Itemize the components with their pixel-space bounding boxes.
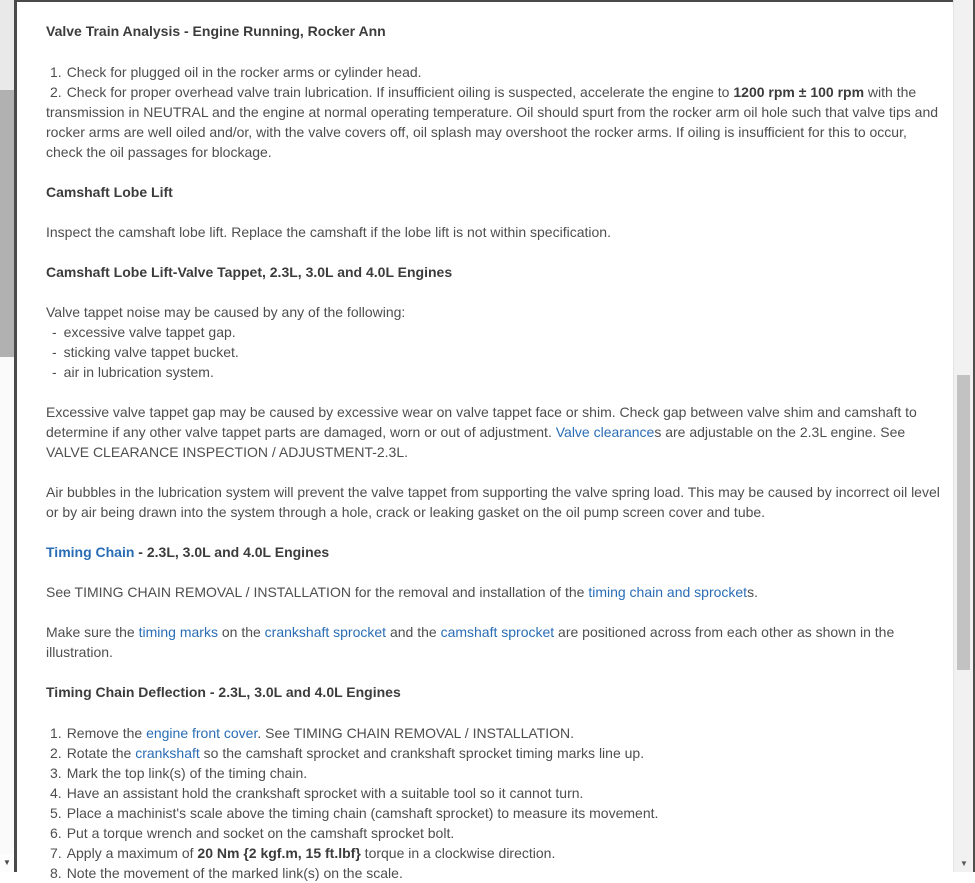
numbered-item bbox=[46, 723, 946, 743]
left-scrollbar[interactable] bbox=[0, 0, 14, 872]
text-run: on the bbox=[217, 624, 265, 640]
section-heading bbox=[46, 21, 946, 41]
left-scroll-down-button[interactable] bbox=[0, 854, 14, 872]
item-number: 2. bbox=[50, 745, 62, 761]
paragraph bbox=[46, 302, 946, 322]
numbered-list bbox=[46, 723, 946, 883]
item-number: 5. bbox=[50, 805, 62, 821]
paragraph bbox=[46, 222, 946, 242]
text-run: excessive valve tappet gap. bbox=[63, 324, 236, 340]
scroll-down-arrow-icon: ▼ bbox=[960, 859, 968, 868]
paragraph bbox=[46, 402, 946, 462]
text-run: See TIMING CHAIN REMOVAL / INSTALLATION for the removal and installation of the bbox=[46, 584, 589, 600]
text-run: Rotate the bbox=[66, 745, 136, 761]
numbered-item bbox=[46, 743, 946, 763]
text-run: Camshaft Lobe Lift-Valve Tappet, 2.3L, 3.0L and 4.0L Engines bbox=[46, 264, 453, 280]
text-run: . See TIMING CHAIN REMOVAL / INSTALLATION. bbox=[257, 725, 574, 741]
scroll-down-arrow-icon: ▼ bbox=[3, 858, 11, 867]
numbered-item bbox=[46, 823, 946, 843]
right-scroll-down-button[interactable] bbox=[954, 856, 974, 872]
paragraph bbox=[46, 622, 946, 662]
dash-bullet-icon: - bbox=[52, 364, 57, 380]
numbered-item bbox=[46, 763, 946, 783]
inline-link[interactable]: timing marks bbox=[138, 624, 218, 640]
numbered-item bbox=[46, 62, 946, 82]
numbered-list bbox=[46, 62, 946, 162]
text-run: - 2.3L, 3.0L and 4.0L Engines bbox=[134, 544, 330, 560]
right-scrollbar[interactable] bbox=[953, 0, 973, 872]
section-heading bbox=[46, 182, 946, 202]
text-run: Mark the top link(s) of the timing chain. bbox=[66, 765, 308, 781]
text-run: s. bbox=[747, 584, 758, 600]
text-run: Timing Chain Deflection - 2.3L, 3.0L and 4.0L Engines bbox=[46, 684, 401, 700]
dash-item bbox=[46, 322, 946, 342]
inline-link[interactable]: timing chain and sprocket bbox=[588, 584, 748, 600]
text-run: Note the movement of the marked link(s) on the scale. bbox=[66, 865, 403, 881]
item-number: 4. bbox=[50, 785, 62, 801]
section-heading bbox=[46, 682, 946, 702]
text-run: Valve tappet noise may be caused by any of the following: bbox=[46, 304, 406, 320]
right-scrollbar-thumb[interactable] bbox=[957, 375, 970, 670]
dash-list bbox=[46, 322, 946, 382]
section-heading bbox=[46, 262, 946, 282]
dash-bullet-icon: - bbox=[52, 344, 57, 360]
item-number: 1. bbox=[50, 725, 62, 741]
text-run: Check for proper overhead valve train lubrication. If insufficient oiling is suspected, accelerate the engine to bbox=[66, 84, 734, 100]
text-run: Place a machinist's scale above the timing chain (camshaft sprocket) to measure its movement. bbox=[66, 805, 659, 821]
inline-link[interactable]: engine front cover bbox=[146, 725, 258, 741]
section-heading bbox=[46, 542, 946, 562]
numbered-item bbox=[46, 863, 946, 883]
text-run: Inspect the camshaft lobe lift. Replace the camshaft if the lobe lift is not within specification. bbox=[46, 224, 611, 240]
paragraph bbox=[46, 482, 946, 522]
text-run: Remove the bbox=[66, 725, 147, 741]
text-run: Have an assistant hold the crankshaft sprocket with a suitable tool so it cannot turn. bbox=[66, 785, 584, 801]
text-run: and the bbox=[386, 624, 441, 640]
left-scrollbar-track-upper[interactable] bbox=[0, 0, 14, 90]
text-run: Make sure the bbox=[46, 624, 139, 640]
item-number: 8. bbox=[50, 865, 62, 881]
numbered-item bbox=[46, 803, 946, 823]
text-run: Put a torque wrench and socket on the camshaft sprocket bolt. bbox=[66, 825, 455, 841]
text-run: Valve Train Analysis - Engine Running, Rocker Ann bbox=[46, 23, 386, 39]
inline-link[interactable]: Valve clearance bbox=[555, 424, 655, 440]
inline-link[interactable]: crankshaft sprocket bbox=[264, 624, 387, 640]
dash-item bbox=[46, 342, 946, 362]
text-run: s are adjustable on the 2.3L engine. See VALVE CLEARANCE INSPECTION / ADJUSTMENT-2.3L. bbox=[46, 424, 906, 460]
dash-bullet-icon: - bbox=[52, 324, 57, 340]
text-run: 20 Nm {2 kgf.m, 15 ft.lbf} bbox=[197, 845, 361, 861]
numbered-item bbox=[46, 82, 946, 162]
inline-link[interactable]: camshaft sprocket bbox=[440, 624, 555, 640]
document-frame bbox=[17, 0, 953, 881]
text-run: air in lubrication system. bbox=[63, 364, 214, 380]
text-run: sticking valve tappet bucket. bbox=[63, 344, 239, 360]
text-run: torque in a clockwise direction. bbox=[360, 845, 556, 861]
numbered-item bbox=[46, 843, 946, 863]
text-run: so the camshaft sprocket and crankshaft sprocket timing marks line up. bbox=[199, 745, 645, 761]
left-scrollbar-thumb[interactable] bbox=[0, 90, 14, 357]
item-number: 2. bbox=[50, 84, 62, 100]
dash-item bbox=[46, 362, 946, 382]
inline-link[interactable]: crankshaft bbox=[135, 745, 200, 761]
text-run: Air bubbles in the lubrication system will prevent the valve tappet from supporting the valve spring load. This may be caused by incorrect oil level or by air being drawn into the system through a hole, crack or leaking gasket on the oil pump screen cover and tube. bbox=[46, 484, 940, 520]
numbered-item bbox=[46, 783, 946, 803]
item-number: 6. bbox=[50, 825, 62, 841]
text-run: 1200 rpm ± 100 rpm bbox=[733, 84, 865, 100]
text-run: are positioned across from each other as shown in the illustration. bbox=[46, 624, 895, 660]
text-run: Camshaft Lobe Lift bbox=[46, 184, 173, 200]
text-run: with the transmission in NEUTRAL and the engine at normal operating temperature. Oil should spurt from the rocker arm oil hole such that valve tips and rocker arms are well oiled and/or, with the valve covers off, oil splash may overshoot the rocker arms. If oiling is insufficient for this to occur, check the oil passages for blockage. bbox=[46, 84, 939, 160]
text-run: Excessive valve tappet gap may be caused by excessive wear on valve tappet face or shim. Check gap between valve shim and camshaft to determine if any other valve tappet parts are damaged, worn or out of adjustment. bbox=[46, 404, 917, 440]
item-number: 7. bbox=[50, 845, 62, 861]
inline-link[interactable]: Timing Chain bbox=[46, 544, 135, 560]
item-number: 3. bbox=[50, 765, 62, 781]
text-run: Apply a maximum of bbox=[66, 845, 198, 861]
document-content bbox=[17, 2, 953, 883]
item-number: 1. bbox=[50, 64, 62, 80]
paragraph bbox=[46, 582, 946, 602]
text-run: Check for plugged oil in the rocker arms or cylinder head. bbox=[66, 64, 422, 80]
